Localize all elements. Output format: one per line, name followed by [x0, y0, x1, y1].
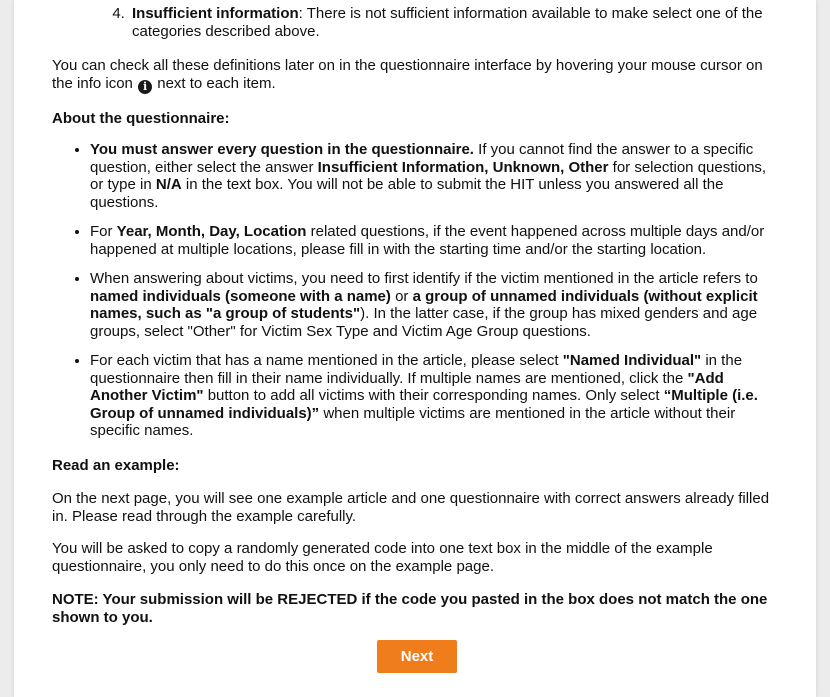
text: when multiple victims are mentioned in the article without their specific names. — [90, 404, 736, 439]
example-paragraph: On the next page, you will see one example article and one questionnaire with correct answers already filled in. Please read through the example carefully. — [52, 490, 770, 525]
rejection-note: NOTE: Your submission will be REJECTED if the code you pasted in the box does not match the one shown to you. — [52, 591, 768, 626]
bold-text: Insufficient Information, Unknown, Other — [317, 158, 609, 176]
bold-text: "Named Individual" — [562, 352, 702, 369]
instructions-content — [52, 0, 782, 673]
about-item-named-individuals — [90, 352, 782, 440]
bold-text: named individuals (someone with a name) — [90, 287, 391, 305]
about-item-date-location — [90, 223, 782, 258]
info-icon: i — [138, 80, 152, 94]
text: in the questionnaire then fill in their name individually. If multiple names are mentioned, click the — [90, 352, 743, 387]
definition-item-insufficient-information — [129, 5, 782, 40]
bold-text: “Multiple (i.e. Group of unnamed individuals)” — [90, 387, 758, 422]
text: For — [90, 223, 117, 240]
bold-text: N/A — [155, 176, 182, 193]
hover-note-text: You can check all these definitions later on in the questionnaire interface by hovering your mouse cursor on the info icon — [52, 57, 763, 92]
bold-text: You must answer every question in the questionnaire. — [90, 141, 474, 158]
about-heading: About the questionnaire: — [52, 109, 230, 127]
text: If you cannot find the answer to a specific question, either select the answer — [90, 141, 754, 176]
about-item-victims — [90, 270, 782, 340]
text: for selection questions, or type in — [90, 158, 767, 193]
text: related questions, if the event happened across multiple days and/or happened at multiple locations, please fill in with the starting time and/or the starting location. — [90, 223, 765, 258]
about-item-answer-every-question — [90, 141, 782, 211]
text: or — [390, 287, 413, 305]
next-button-wrap — [52, 640, 782, 673]
instructions-page — [14, 0, 816, 697]
bold-text: "Add Another Victim" — [90, 369, 724, 404]
hover-note — [52, 57, 782, 94]
bold-text: a group of unnamed individuals (without explicit names, such as "a group of students" — [90, 287, 758, 322]
text: When answering about victims, you need to first identify if the victim mentioned in the article refers to — [90, 270, 758, 287]
definition-term: Insufficient information — [132, 5, 299, 22]
text: ). In the latter case, if the group has mixed genders and age groups, select "Other" for Victim Sex Type and Victim Age Group questions. — [90, 305, 758, 340]
next-button[interactable]: Next — [377, 640, 457, 673]
code-paragraph: You will be asked to copy a randomly generated code into one text box in the middle of the example questionnaire, you only need to do this once on the example page. — [52, 540, 713, 575]
definitions-list — [52, 5, 782, 40]
text: button to add all victims with their corresponding names. Only select — [203, 387, 664, 404]
text: in the text box. You will not be able to submit the HIT unless you answered all the questions. — [90, 176, 724, 211]
definition-text: : There is not sufficient information available to make select one of the categories described above. — [132, 5, 763, 40]
text: For each victim that has a name mentioned in the article, please select — [90, 352, 563, 369]
hover-note-text-end: next to each item. — [157, 74, 276, 92]
bold-text: Year, Month, Day, Location — [116, 223, 307, 240]
example-heading: Read an example: — [52, 456, 180, 474]
about-list — [52, 141, 782, 440]
